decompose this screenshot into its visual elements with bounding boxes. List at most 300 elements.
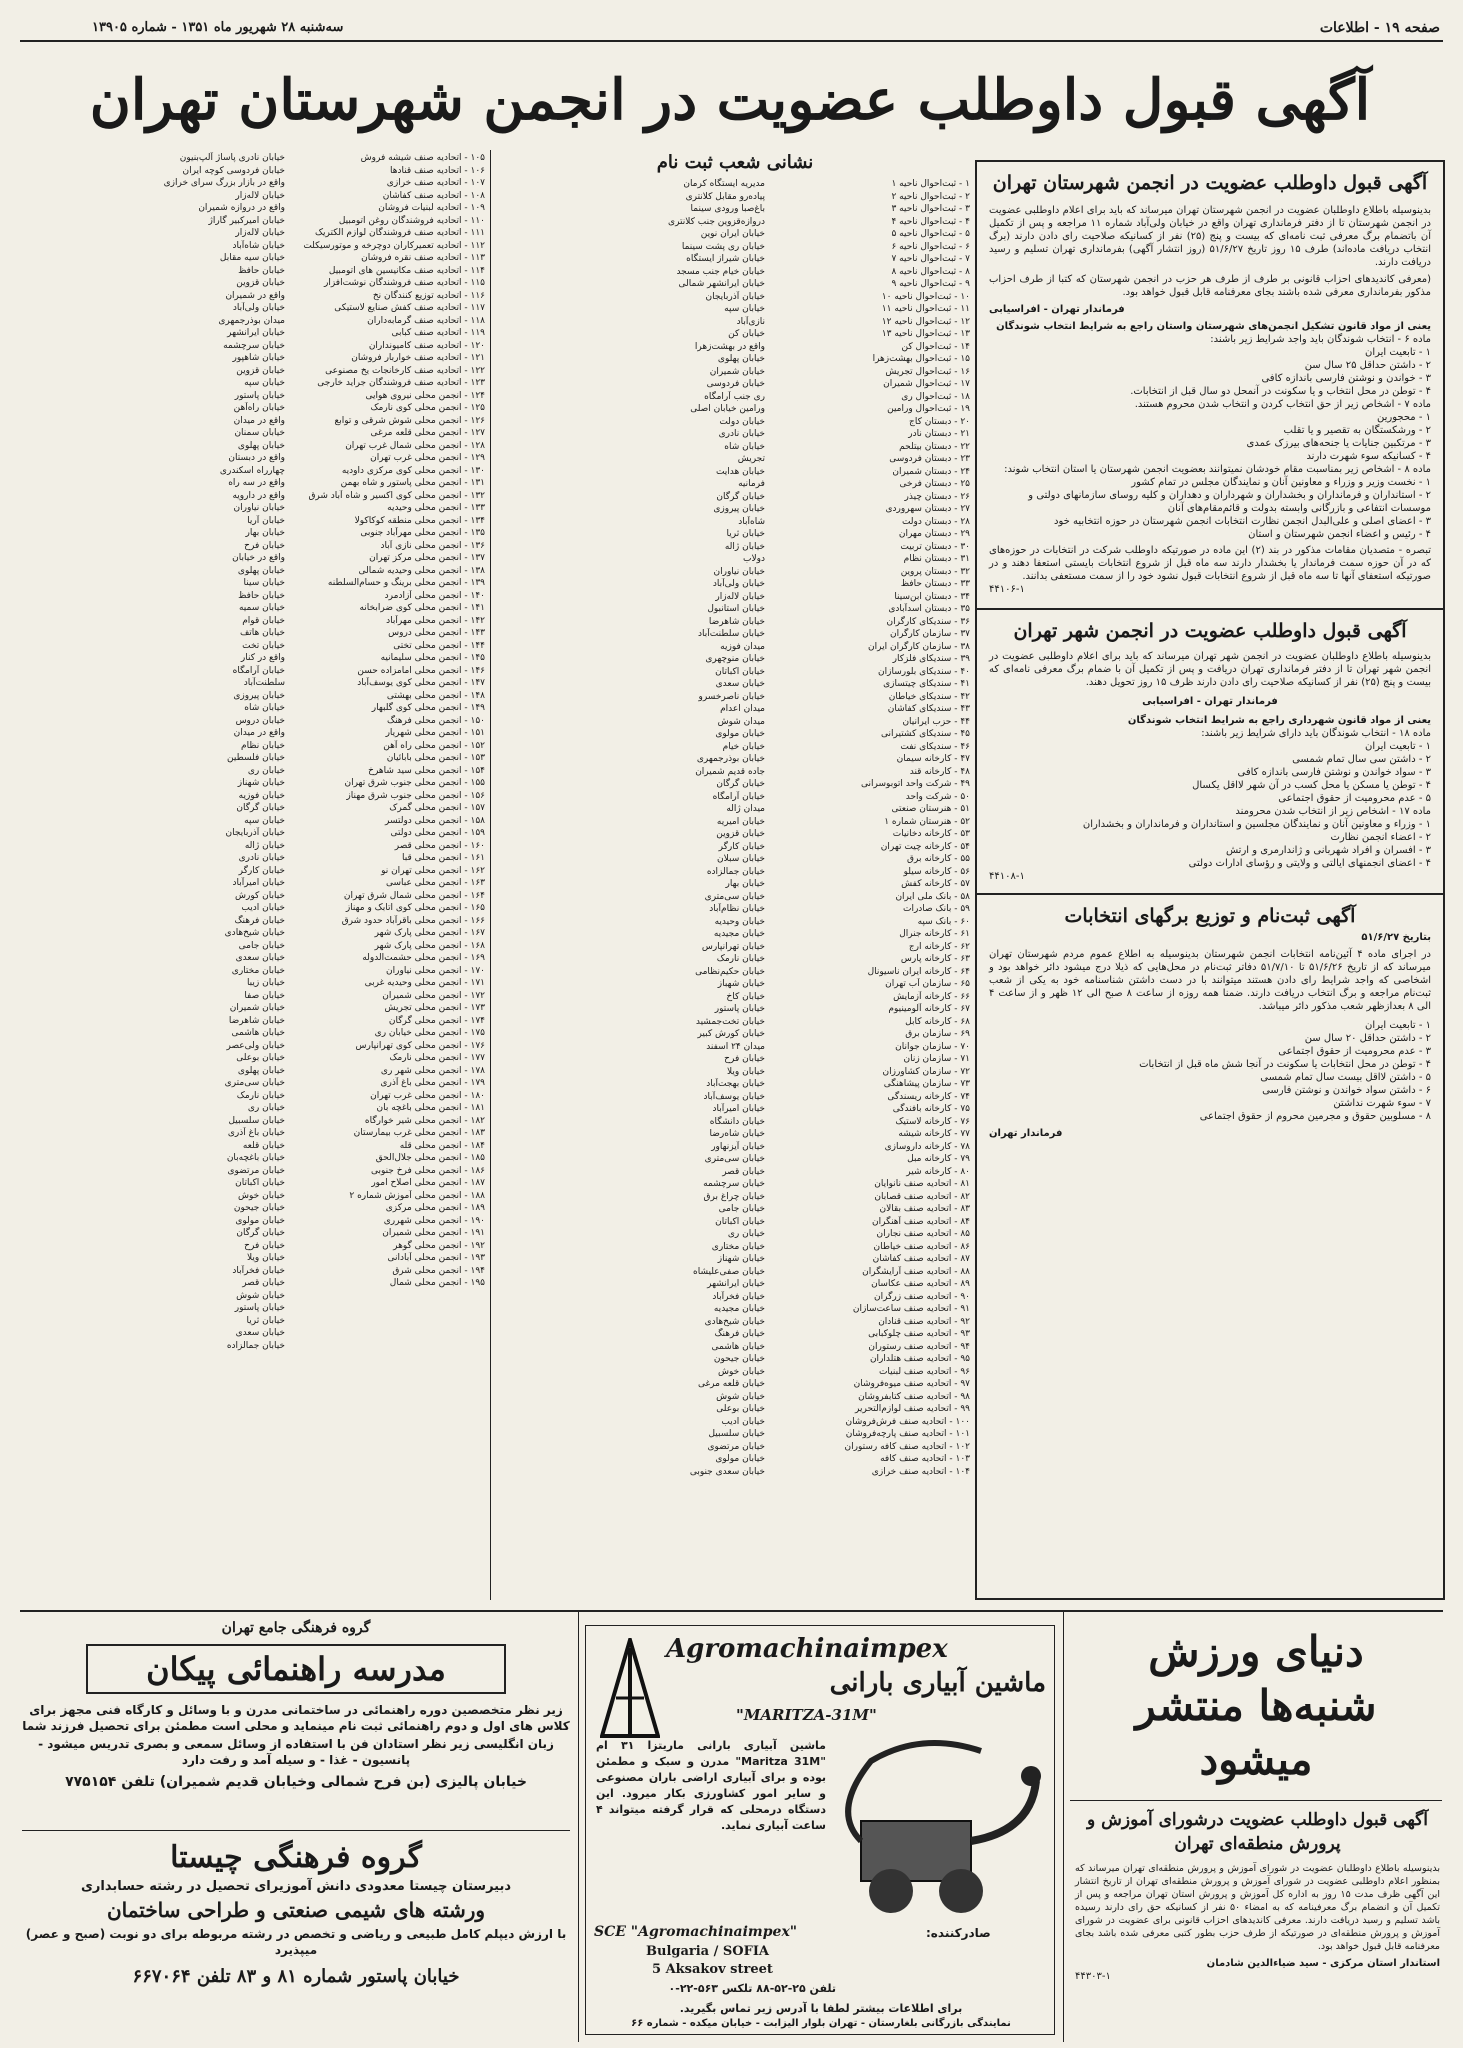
list-item: ۱۰۸ - اتحادیه صنف کفاشان	[382, 190, 485, 201]
agro-street: 5 Aksakov street	[652, 1962, 773, 1977]
list-item: خیابان نیاوران	[233, 503, 285, 513]
list-item: ۶۰ - بانک سپه	[917, 916, 970, 927]
list-item: خیابان حکیم‌نظامی	[695, 966, 765, 977]
list-item: ۷۸ - کارخانه داروسازی	[884, 1141, 970, 1152]
ad-peykan-org: گروه فرهنگی جامع تهران	[221, 1620, 371, 1636]
list-item: واقع در میدان	[233, 728, 285, 738]
condition: ۱ - تابعیت ایران	[1365, 741, 1431, 752]
box1-conditions	[989, 333, 1431, 541]
condition: ۲ - داشتن حداقل ۲۰ سال سن	[1304, 1033, 1431, 1044]
list-item: خیابان ناصرخسرو	[698, 691, 765, 702]
condition: ۴ - کسانیکه سوء شهرت دارند	[1306, 451, 1431, 462]
list-item: ۱۸۹ - انجمن محلی مرکزی	[385, 1203, 485, 1213]
list-item: خیابان آرامگاه	[232, 665, 285, 676]
list-item: خیابان پهلوی	[237, 440, 285, 451]
list-item: خیابان تخت‌جمشید	[695, 1016, 765, 1027]
list-item: ۴۰ - سندیکای بلورسازان	[878, 666, 970, 677]
list-item: ۵۱ - هنرستان صنعتی	[891, 804, 970, 814]
list-item: ۶۳ - کارخانه پارس	[900, 954, 970, 964]
list-item: ۱۶۵ - انجمن محلی کوی اتابک و مهناز	[345, 903, 485, 913]
list-item: خیابان سعدی	[715, 679, 765, 689]
box2-conditions	[989, 727, 1431, 870]
sports-title-3: میشود	[1199, 1735, 1313, 1784]
list-item: ۴۶ - سندیکای نفت	[900, 741, 970, 752]
list-item: خیابان سی‌متری	[224, 1078, 285, 1088]
list-item: خیابان مختاری	[711, 1241, 765, 1252]
list-item: ۱۲۶ - انجمن محلی شوش شرقی و توابع	[334, 415, 485, 426]
list-item: ۴۴ - حزب ایرانیان	[902, 716, 970, 727]
list-item: ۶۲ - کارخانه ارج	[908, 941, 970, 952]
list-col-2	[500, 178, 765, 1478]
list-item: ۱۵۶ - انجمن محلی جنوب شرق مهناز	[346, 790, 485, 801]
condition: ۱ - تابعیت ایران	[1365, 347, 1431, 358]
list-item: ۱۱۷ - اتحادیه صنف کفش صنایع لاستیکی	[334, 303, 485, 313]
list-item: ۱۱ - ثبت‌احوال ناحیه ۱۱	[881, 304, 970, 314]
list-item: خیابان آذربایجان	[225, 828, 285, 838]
list-item: ۱۰۲ - اتحادیه صنف کافه رستوران	[844, 1441, 970, 1452]
announcement-box-city	[977, 162, 1443, 606]
list-item: ۱۶۸ - انجمن محلی پارک شهر	[374, 940, 485, 951]
list-item: ۱۷۲ - انجمن محلی شمیران	[382, 990, 485, 1001]
list-item: خیابان بوعلی	[716, 1404, 765, 1414]
list-item: ۵۹ - بانک صادرات	[902, 904, 970, 914]
list-item: خیابان جیحون	[233, 1203, 285, 1213]
list-item: واقع در کنار	[240, 653, 285, 663]
list-item: ۱۳۸ - انجمن محلی وحیدیه شمالی	[358, 565, 485, 576]
list-item: خیابان کاخ	[726, 991, 765, 1002]
list-item: خیابان اکباتان	[235, 1178, 285, 1188]
masthead-page: صفحه ۱۹ - اطلاعات	[1319, 20, 1440, 36]
list-item: ۱۸ - ثبت‌احوال ری	[901, 391, 970, 402]
list-item: ۱۰ - ثبت‌احوال ناحیه ۱۰	[881, 291, 970, 302]
list-item: خیابان بوذرجمهری	[696, 754, 765, 764]
list-item: خیابان شهباز	[717, 979, 765, 989]
ad-chista-title: گروه فرهنگی چیستا	[170, 1840, 422, 1875]
list-item: خیابان سی‌متری	[704, 891, 765, 902]
list-item: جاده قدیم شمیران	[695, 766, 765, 777]
list-item: خیابان مختاری	[231, 965, 285, 976]
list-item: ۵۳ - کارخانه دخانیات	[892, 829, 970, 839]
list-item: ۱۱۹ - اتحادیه صنف کبابی	[391, 328, 485, 338]
list-item: خیابان ادیب	[721, 1416, 765, 1427]
list-item: خیابان ویلا	[727, 1066, 765, 1077]
list-item: خیابان آیزنهاور	[711, 1141, 765, 1152]
list-item: ۲۴ - دبستان شمیران	[892, 466, 970, 477]
list-item: خیابان وحیدیه	[714, 916, 765, 927]
list-item: خیابان ویلا	[247, 1253, 285, 1263]
list-item: خیابان لاله‌زار	[235, 228, 285, 238]
list-item: واقع در دروازه شمیران	[198, 203, 285, 213]
list-item: خیابان شاه	[244, 703, 285, 713]
list-item: ۱۴۰ - انجمن محلی آزادمرد	[384, 590, 485, 601]
list-item: میدان بوذرجمهری	[218, 315, 285, 326]
list-item: ۵ - ثبت‌احوال ناحیه ۵	[891, 229, 970, 239]
list-item: خیابان قزوین	[716, 829, 765, 839]
list-item: ۸۲ - اتحادیه صنف قصابان	[874, 1191, 970, 1202]
list-item: خیابان شیخ‌هادی	[224, 928, 285, 938]
list-item: ۱۴ - ثبت‌احوال کن	[901, 341, 970, 352]
list-item: ۶۷ - کارخانه آلومینیوم	[888, 1004, 970, 1014]
list-item: ۳۱ - دبستان نظام	[903, 554, 970, 564]
list-item: ۱۰۵ - اتحادیه صنف شیشه فروش	[360, 153, 485, 163]
agro-logo-icon	[600, 1638, 660, 1738]
list-item: ۱۶۱ - انجمن محلی قبا	[402, 853, 485, 863]
list-item: ۴۸ - کارخانه قند	[909, 766, 970, 777]
list-item: ۱۶ - ثبت‌احوال تجریش	[885, 366, 970, 377]
agro-rep: نمایندگی بازرگانی بلغارستان - تهران بلوار الیزابت - خیابان میکده - شماره ۶۶	[631, 2018, 1011, 2029]
agro-body: ماشین آبیاری بارانی ماریتزا ۳۱ ام "Maritza 31M" مدرن و سبک و مطمئن بوده و برای آبیاری اراضی باران مصنوعی و سایر امور کشاورزی بکار میرود. این دستگاه درمحلی که قرار گرفته میتواند ۴ ساعت آبیاری نماید.	[596, 1739, 826, 1832]
ad-chista-address: خیابان پاستور شماره ۸۱ و ۸۳ تلفن ۶۶۷۰۶۴	[132, 1966, 460, 1987]
list-item: خیابان فرح	[244, 540, 285, 551]
list-item: خیابان چراغ برق	[703, 1191, 765, 1202]
condition: ۴ - رئیس و اعضاء انجمن شهرستان و استان	[1248, 529, 1431, 540]
list-item: ۱۵۴ - انجمن محلی سید شاهرخ	[368, 765, 485, 776]
list-item: نازی‌آباد	[736, 316, 765, 327]
list-item: واقع در میدان	[233, 415, 285, 426]
council-ref: ۴۴۳۰۳-۱	[1075, 1971, 1111, 1982]
list-item: ۱۱۶ - اتحادیه توزیع کنندگان نخ	[372, 290, 485, 301]
list-item: ۱۱۴ - اتحادیه صنف مکانیسین های اتومبیل	[328, 265, 485, 276]
list-item: خیابان امیریه	[716, 816, 765, 827]
list-item: ۷۴ - کارخانه ریسندگی	[887, 1091, 970, 1102]
agro-sce: SCE "Agromachinaimpex"	[594, 1924, 798, 1940]
list-item: خیابان نارمک	[716, 954, 765, 964]
list-item: ۱۲۴ - انجمن محلی نیروی هوایی	[365, 390, 485, 401]
list-item: ۱۰۷ - اتحادیه صنف خرازی	[386, 178, 485, 188]
list-item: ۱۵۲ - انجمن محلی راه آهن	[383, 740, 485, 751]
box1-ref: ۴۴۱۰۶-۱	[989, 584, 1025, 595]
sports-title-1: دنیای ورزش	[1148, 1627, 1364, 1676]
list-item: خیابان نادری	[238, 853, 285, 863]
list-item: ۱۹۰ - انجمن محلی شهرری	[383, 1215, 485, 1226]
list-item: ۵۵ - کارخانه برق	[907, 854, 970, 864]
list-col-3	[290, 152, 485, 1290]
condition: ۲ - داشتن حداقل ۲۵ سال سن	[1304, 360, 1431, 371]
list-item: ۱۶۴ - انجمن محلی شمال شرق تهران	[343, 890, 485, 901]
ad-peykan-body: زیر نظر متخصصین دوره راهنمائی در ساختمانی مدرن و با وسائل و کارگاه فنی مجهز برای کلاس های اول و دوم راهنمائی ثبت نام مینماید و محلی است مطمئن برای تحصیل فرزند شما	[22, 1703, 570, 1733]
list-item: واقع در دبستان	[228, 453, 285, 463]
list-item: ۱۵۷ - انجمن محلی گمرک	[389, 803, 485, 813]
ad-sports	[1070, 1625, 1442, 1787]
list-item: خیابان مجیدیه	[713, 1304, 765, 1314]
list-item: ۷۵ - کارخانه بافندگی	[892, 1104, 970, 1114]
condition: ۷ - سوء شهرت نداشتن	[1333, 1098, 1431, 1109]
list-item: خیابان سی‌متری	[704, 1154, 765, 1164]
list-item: خیابان خیام جنب مسجد	[676, 266, 765, 277]
list-item: ۷۹ - کارخانه مبل	[907, 1154, 970, 1164]
list-item: خیابان ایرانشهر	[707, 1279, 765, 1289]
list-item: ۶۸ - کارخانه کابل	[905, 1016, 970, 1027]
council-body: بدینوسیله باطلاع داوطلبان عضویت در شورای آموزش و پرورش منطقه‌ای تهران میرساند که بمنظور اعلام داوطلبی عضویت در شورای آموزش و پرورش منطقه‌ای تهران از تاریخ انتشار این آگهی ظرف مدت ۱۵ روز به اداره کل آموزش و پرورش استان تهران مراجعه و پس از تکمیل آن و انضمام برگ معرفینامه که به امضاء ۵۰ نفر از کسانیکه حق رای دارند رسیده باشد تسلیم و رسید دریافت دارند. معرفی کاندیدهای احزاب قانونی برای عضویت در شورای آموزش و پرورش منطقه‌ای در صورتیکه از طرف حزب بطور کتبی معرفی شده باشد بجای معرفنامه قابل قبول خواهد بود.	[1075, 1863, 1441, 1952]
list-item: خیابان بهار	[245, 528, 285, 538]
list-item: خیابان پیروزی	[233, 690, 285, 701]
list-item: ۳۳ - دبستان حافظ	[900, 579, 970, 589]
condition: ماده ۱۸ - انتخاب شوندگان باید دارای شرایط زیر باشند:	[1201, 728, 1431, 739]
list-item: ۴۲ - سندیکای خیاطان	[888, 691, 970, 702]
list-item: خیابان شاهرضا	[708, 616, 765, 627]
list-item: ۶۴ - کارخانه ایران ناسیونال	[867, 966, 970, 977]
list-item: ۳۲ - دبستان پروین	[900, 566, 970, 577]
list-item: ۱۸۲ - انجمن محلی شیر خوارگاه	[364, 1115, 485, 1126]
condition: ۳ - اعضای اصلی و علی‌البدل انجمن نظارت انتخابات انجمن شهرستان در حوزه انتخابیه خود	[1054, 516, 1431, 527]
list-item: خیابان قصر	[242, 1278, 285, 1288]
ad-peykan-body2: زبان انگلیسی زیر نظر استادان فن با استفاده از وسائل سمعی و بصری تدریس میشود - پانسیون - غذا - و سیله آمد و رفت دارد	[38, 1737, 554, 1767]
list-item: خیابان منوچهری	[705, 654, 765, 664]
list-item: خیابان استانبول	[707, 604, 765, 614]
list-item: ۱۹۱ - انجمن محلی شمیران	[382, 1228, 485, 1238]
condition: ۳ - سواد خواندن و نوشتن فارسی باندازه کافی	[1237, 767, 1431, 778]
list-item: ۱۵۳ - انجمن محلی بابائیان	[386, 753, 485, 763]
list-item: باغ‌صبا ورودی سینما	[690, 204, 765, 214]
list-item: ۱۹۲ - انجمن محلی گوهر	[393, 1240, 485, 1251]
list-item: خیابان قصر	[722, 1166, 765, 1177]
condition: ۴ - اعضای انجمنهای ایالتی و ولایتی و رؤسای ادارات دولتی	[1188, 858, 1431, 869]
list-item: خیابان دانشگاه	[709, 1116, 765, 1127]
list-item: خیابان شمیران	[229, 1003, 285, 1013]
list-item: خیابان شهناز	[237, 778, 285, 788]
list-item: ۹۵ - اتحادیه صنف هتلداران	[869, 1354, 970, 1364]
list-item: ۳۰ - دبستان تربیت	[900, 541, 970, 552]
box3-items	[989, 1019, 1431, 1123]
list-item: ۱۸۴ - انجمن محلی قله	[399, 1140, 485, 1151]
list-item: ۱۷۴ - انجمن محلی گرگان	[388, 1015, 485, 1026]
list-item: خیابان هاشمی	[711, 1341, 765, 1352]
list-item: خیابان حافظ	[238, 590, 285, 601]
list-item: ۱۲۳ - اتحادیه صنف فروشندگان جراید خارجی	[317, 378, 485, 388]
list-item: ۱۴۲ - انجمن محلی مهرآباد	[386, 615, 485, 626]
list-item: خیابان دروس	[235, 715, 285, 726]
list-item: خیابان حافظ	[238, 265, 285, 276]
list-item: خیابان آرامگاه	[712, 791, 765, 802]
list-item: خیابان زیبا	[246, 978, 285, 988]
list-item: ۹ - ثبت‌احوال ناحیه ۹	[891, 279, 970, 289]
condition: ۸ - مسلوبین حقوق و مجرمین محروم از حقوق اجتماعی	[1199, 1111, 1431, 1122]
list-item: خیابان فرهنگ	[714, 1329, 765, 1339]
list-item: ۱۴۶ - انجمن محلی امامزاده حسن	[357, 665, 485, 676]
condition: ۴ - توطن در محل انتخابات یا سکونت در آنجا شش ماه قبل از انتخابات	[1139, 1059, 1431, 1070]
list-item: خیابان قزوین	[236, 365, 285, 376]
list-item: خیابان فرح	[724, 1054, 765, 1064]
list-item: ۱۵۰ - انجمن محلی فرهنگ	[387, 715, 485, 726]
condition: ۳ - افسران و افراد شهربانی و ژاندارمری و ارتش	[1225, 845, 1431, 856]
box3-signature: فرماندار تهران	[989, 1128, 1063, 1139]
box2-ref: ۴۴۱۰۸-۱	[989, 871, 1025, 882]
list-item: ۱۶۲ - انجمن محلی تهران نو	[381, 865, 485, 876]
list-item: خیابان صفا	[244, 990, 285, 1001]
list-item: ۱۱۸ - اتحادیه صنف گرمابه‌داران	[367, 315, 485, 326]
list-item: خیابان هاشمی	[231, 1028, 285, 1038]
condition: ۱ - وزراء و معاونین آنان و نمایندگان مجلسین و استانداران و فرمانداران و بخشداران	[1082, 819, 1431, 830]
list-item: ۱۷۶ - انجمن محلی کوی تهرانپارس	[355, 1040, 485, 1051]
list-item: ۱۲۰ - اتحادیه صنف کامیونداران	[368, 340, 485, 351]
list-item: ۹۴ - اتحادیه صنف رستوران	[868, 1341, 970, 1352]
list-item: خیابان کورش کبیر	[697, 1029, 765, 1039]
list-item: ۳۵ - دبستان اسدآبادی	[888, 604, 970, 614]
list-item: ۲۰ - دبستان کاج	[909, 416, 970, 427]
list-item: خیابان جامی	[238, 940, 285, 951]
list-item: خیابان لاله‌زار	[715, 591, 765, 602]
list-item: ۴۵ - سندیکای کشتیرانی	[881, 729, 970, 739]
list-item: خیابان ایرانشهر شمالی	[678, 279, 765, 289]
list-item: ۴۱ - سندیکای چیتسازی	[883, 679, 970, 689]
list-item: ۱۳ - ثبت‌احوال ناحیه ۱۳	[881, 329, 970, 339]
list-item: ۳۸ - سازمان کارگران ایران	[868, 641, 970, 652]
list-item: خیابان شاه	[724, 441, 765, 452]
list-item: ۶۱ - کارخانه جنرال	[899, 929, 970, 939]
list-item: ۱۸۳ - انجمن محلی غرب بیمارستان	[353, 1128, 485, 1138]
list-item: خیابان ولی‌آباد	[712, 579, 765, 589]
condition: ۲ - ورشکستگان به تقصیر و یا تقلب	[1283, 425, 1431, 436]
list-item: ۳۷ - سازمان کارگران	[889, 629, 970, 639]
list-item: واقع در شمیران	[225, 290, 285, 301]
list-item: خیابان باغچه‌بان	[226, 1153, 285, 1163]
list-item: ۹۶ - اتحادیه صنف لبنیات	[878, 1366, 970, 1377]
list-item: ۱۲۱ - اتحادیه صنف خواربار فروشان	[351, 353, 485, 363]
agro-city: Bulgaria / SOFIA	[646, 1944, 770, 1959]
list-item: ۳۹ - سندیکای فلزکار	[892, 654, 970, 664]
box2-sec-title: یعنی از مواد قانون شهرداری راجع به شرایط انتخاب شوندگان	[1127, 715, 1431, 726]
list-item: سلطنت‌آباد	[243, 678, 285, 688]
list-item: خیابان آذربایجان	[705, 291, 765, 302]
condition: ۱ - تابعیت ایران	[1365, 1020, 1431, 1031]
sprinkler-machine-icon	[831, 1731, 1051, 1921]
list-item: ۱۸۷ - انجمن محلی اصلاح امور	[371, 1178, 485, 1188]
list-item: میدان شوش	[717, 716, 765, 727]
list-item: خیابان امیرکبیر گاراژ	[208, 215, 285, 226]
list-item: ۱۰۴ - اتحادیه صنف خرازی	[871, 1466, 970, 1477]
list-item: خیابان فخرآباد	[232, 1265, 285, 1276]
list-item: ۱۸۵ - انجمن محلی جلال‌الحق	[375, 1153, 485, 1163]
list-item: ۱۴۳ - انجمن محلی دروس	[388, 628, 485, 638]
list-item: ۱۵۱ - انجمن محلی شهریار	[385, 728, 485, 738]
list-item: خیابان قلعه مرغی	[697, 1379, 765, 1389]
list-item: ۱۸۶ - انجمن محلی فرخ جنوبی	[370, 1165, 485, 1176]
ad-chista-line2: ورشته های شیمی صنعتی و طراحی ساختمان	[106, 1898, 486, 1922]
ad-peykan-address: خیابان پالیزی (بن فرح شمالی وخیابان قدیم شمیران) تلفن ۷۷۵۱۵۴	[65, 1774, 527, 1790]
list-item: ۱۷۹ - انجمن محلی باغ آذری	[380, 1078, 485, 1088]
list-item: ۱۰۳ - اتحادیه صنف کافه	[880, 1454, 970, 1464]
list-item: خیابان شوش	[236, 1290, 285, 1301]
list-item: خیابان جامی	[718, 1204, 765, 1214]
list-item: ۱۶۹ - انجمن محلی حشمت‌الدوله	[362, 953, 485, 963]
list-item: خیابان مرتضوی	[227, 1165, 285, 1176]
condition: ۳ - خواندن و نوشتن فارسی باندازه کافی	[1261, 373, 1431, 384]
list-item: خیابان گرگان	[236, 1228, 285, 1238]
list-item: ۱۷۰ - انجمن محلی نیاوران	[386, 965, 485, 976]
list-item: ۸۱ - اتحادیه صنف نانوایان	[874, 1179, 970, 1189]
list-item: ۱۳۴ - انجمن محلی منطقه کوکاکولا	[354, 515, 485, 526]
list-item: ۱۱۵ - اتحادیه صنف فروشندگان نوشت‌افزار	[323, 278, 485, 288]
list-item: ۸۶ - اتحادیه صنف خیاطان	[873, 1241, 970, 1252]
list-item: ۱۰۰ - اتحادیه صنف فرش‌فروشان	[845, 1416, 970, 1427]
list-item: ۱۳۳ - انجمن محلی وحیدیه	[387, 503, 485, 513]
ad-peykan-title: مدرسه راهنمائی پیکان	[86, 1644, 506, 1694]
list-item: ۵۶ - کارخانه سیلو	[903, 866, 970, 877]
announcement-box-town	[977, 612, 1443, 891]
list-item: خیابان نارمک	[236, 1090, 285, 1101]
list-item: خیابان قزوین	[236, 278, 285, 288]
list-item: ۹۸ - اتحادیه صنف کتابفروشان	[858, 1391, 970, 1402]
list-item: ۱۷۷ - انجمن محلی نارمک	[389, 1053, 485, 1063]
list-item: خیابان سلسبیل	[708, 1429, 765, 1439]
list-item: میدان اعدام	[720, 704, 765, 714]
condition: ۲ - استانداران و فرمانداران و بخشداران و شهرداران و دهداران و کلیه روسای سازمانهای دولتی و موسسات انتفاعی و بازرگانی وابسته بدولت و قائم‌مقام‌های آنان	[1028, 490, 1431, 514]
list-item: ۱۶۳ - انجمن محلی عباسی	[385, 878, 485, 888]
list-item: ۶۵ - سازمان آب تهران	[885, 979, 970, 989]
list-item: ۱۷۱ - انجمن محلی وحیدیه غربی	[364, 978, 485, 988]
list-item: ۱۹۴ - انجمن محلی شرق	[392, 1265, 485, 1276]
list-item: پیاده‌رو مقابل کلانتری	[685, 191, 765, 202]
list-item: خیابان خوش	[718, 1366, 765, 1377]
list-item: میدان فوزیه	[720, 641, 765, 652]
list-item: ۱۸۱ - انجمن محلی باغچه بان	[376, 1103, 485, 1113]
list-item: خیابان تهرانپارس	[701, 941, 765, 952]
list-header: نشانی شعب ثبت نام	[656, 152, 814, 173]
list-item: ۱۲ - ثبت‌احوال ناحیه ۱۲	[881, 316, 970, 327]
list-item: واقع در خیابان	[232, 553, 285, 563]
list-item: دروازه‌قزوین جنب کلانتری	[668, 216, 765, 227]
list-item: خیابان پهلوی	[237, 565, 285, 576]
list-item: دولاب	[743, 554, 765, 564]
agro-model: "MARITZA-31M"	[736, 1706, 877, 1724]
list-item: ۱۷۳ - انجمن محلی تجریش	[384, 1003, 485, 1013]
list-item: ۵۷ - کارخانه کفش	[901, 879, 970, 889]
list-item: خیابان بهار	[725, 879, 765, 889]
list-item: خیابان خوش	[238, 1190, 285, 1201]
list-item: ۱۳۰ - انجمن محلی کوی مرکزی داودیه	[341, 465, 485, 476]
list-item: ۱۶۷ - انجمن محلی پارک شهر	[374, 928, 485, 938]
list-item: ۱۳۷ - انجمن محلی مرکز تهران	[369, 553, 485, 563]
list-item: خیابان فرح	[244, 1240, 285, 1251]
list-item: ۶ - ثبت‌احوال ناحیه ۶	[891, 241, 970, 252]
list-item: خیابان گرگان	[716, 491, 765, 502]
list-item: ۸۰ - کارخانه شیر	[906, 1166, 970, 1177]
list-item: ۱۱۰ - اتحادیه فروشندگان روغن اتومبیل	[338, 215, 485, 226]
list-item: ۵۰ - شرکت واحد	[905, 791, 970, 802]
list-item: خیابان فردوسی	[706, 379, 765, 389]
list-item: خیابان نادری پاساژ آلپ‌بنیون	[179, 153, 285, 163]
list-item: خیابان شاهرضا	[228, 1015, 285, 1026]
list-item: تجریش	[737, 454, 765, 464]
list-item: خیابان ایرانشهر	[227, 328, 285, 338]
list-item: واقع در دارویه	[232, 490, 285, 501]
list-item: خیابان شیخ‌هادی	[704, 1316, 765, 1327]
list-item: خیابان ری	[247, 765, 285, 776]
list-item: خیابان ری پشت سینما	[681, 241, 765, 252]
list-item: خیابان ری	[727, 1229, 765, 1239]
list-item: خیابان پیروزی	[713, 504, 765, 514]
list-item: ۱۷۵ - انجمن محلی خیابان ری	[374, 1028, 485, 1038]
list-item: خیابان شمیران	[709, 366, 765, 377]
list-item: ۵۲ - هنرستان شماره ۱	[884, 816, 970, 827]
masthead-date: سه‌شنبه ۲۸ شهریور ماه ۱۳۵۱ - شماره ۱۳۹۰۵	[92, 20, 344, 35]
list-item: خیابان مولوی	[235, 1215, 285, 1226]
list-item: خیابان سپه	[244, 815, 285, 826]
list-item: خیابان سپه	[244, 378, 285, 388]
condition: ۵ - عدم محرومیت از حقوق اجتماعی	[1278, 793, 1431, 804]
condition: ماده ۷ - اشخاص زیر از حق انتخاب کردن و انتخاب شدن محروم هستند.	[1134, 399, 1431, 410]
list-item: ۷ - ثبت‌احوال ناحیه ۷	[891, 254, 970, 264]
list-item: ۵۴ - کارخانه چیت تهران	[880, 841, 970, 852]
list-item: خیابان سیه مقابل	[219, 253, 285, 263]
list-item: ۸۸ - اتحادیه صنف آرایشگران	[862, 1266, 970, 1277]
ad-chista-line3: با ارزش دیپلم کامل طبیعی و ریاضی و تخصص در رشته مربوطه برای دو نوبت (صبح و عصر) میپذیرد	[25, 1927, 567, 1957]
list-item: ۱۳۵ - انجمن محلی مهرآباد جنوبی	[360, 528, 485, 538]
box2-body: بدینوسیله باطلاع داوطلبان عضویت در انجمن شهر تهران میرساند که باید برای اعلام داوطلبی عضویت در انجمن شهر تهران تا از دفتر فرمانداری تهران دریافت و پس از تکمیل آن با ضمام برگ معرفی نامه‌ای که بیست و پنج (۲۵) نفر از کسانیکه صلاحیت رای دادن دارند ظرف ۱۵ روز تحویل دهند.	[989, 651, 1431, 688]
list-item: خیابان لاله‌زار	[235, 190, 285, 201]
list-item: ۶۶ - کارخانه آزمایش	[893, 991, 970, 1002]
list-item: خیابان ولی‌عصر	[226, 1040, 285, 1051]
